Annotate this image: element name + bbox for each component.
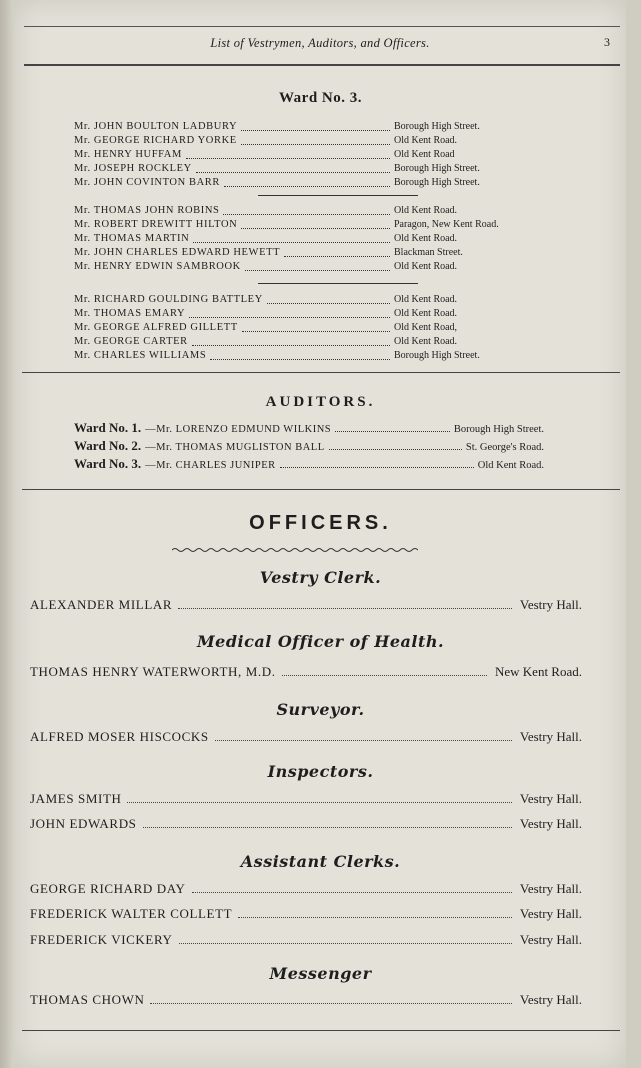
ward-3-title: Ward No. 3.	[278, 90, 362, 106]
leader-dots	[335, 431, 450, 432]
vestryman-row	[74, 322, 534, 335]
auditor-name: —Mr. THOMAS MUGLISTON BALL	[145, 442, 325, 453]
leader-dots	[192, 892, 512, 893]
section-rule	[22, 372, 620, 373]
auditor-ward: Ward No. 2.	[74, 438, 142, 453]
auditor-address: Borough High Street.	[453, 424, 544, 435]
leader-dots	[143, 827, 512, 828]
officer-row	[30, 881, 582, 899]
officer-row	[30, 906, 582, 924]
leader-dots	[241, 121, 390, 131]
bottom-rule	[22, 1030, 620, 1031]
officer-name: FREDERICK WALTER COLLETT	[30, 906, 233, 921]
leader-dots	[329, 449, 462, 450]
officer-address: Vestry Hall.	[519, 729, 582, 744]
leader-dots	[215, 740, 512, 741]
vestryman-name: Mr. HENRY HUFFAM	[74, 149, 182, 160]
leader-dots	[178, 608, 512, 609]
vestryman-address: Old Kent Road.	[394, 205, 458, 216]
group-separator	[258, 195, 418, 196]
officer-address: New Kent Road.	[494, 664, 582, 679]
vestryman-row	[74, 121, 534, 134]
auditor-address: St. George's Road.	[465, 442, 544, 453]
vestryman-row	[74, 350, 534, 363]
vestryman-name: Mr. CHARLES WILLIAMS	[74, 350, 207, 361]
vestryman-row	[74, 163, 534, 176]
vestryman-name: Mr. JOHN BOULTON LADBURY	[74, 121, 238, 132]
officer-name: GEORGE RICHARD DAY	[30, 881, 186, 896]
vestryman-row	[74, 135, 534, 148]
vestryman-name: Mr. GEORGE ALFRED GILLETT	[74, 322, 238, 333]
vestryman-name: Mr. JOHN CHARLES EDWARD HEWETT	[74, 247, 281, 258]
vestryman-address: Old Kent Road.	[394, 261, 458, 272]
officer-row	[30, 816, 582, 834]
header-rule-top	[24, 26, 620, 27]
auditor-address: Old Kent Road.	[477, 460, 544, 471]
vestryman-name: Mr. GEORGE CARTER	[74, 336, 188, 347]
section-rule	[22, 489, 620, 490]
vestryman-address: Old Kent Road.	[394, 308, 458, 319]
auditor-row	[74, 456, 544, 472]
officer-name: FREDERICK VICKERY	[30, 932, 173, 947]
vestryman-address: Paragon, New Kent Road.	[394, 219, 499, 230]
auditor-row	[74, 438, 544, 454]
officer-address: Vestry Hall.	[519, 597, 582, 612]
vestryman-row	[74, 233, 534, 246]
wavy-rule	[172, 546, 418, 554]
vestryman-address: Old Kent Road.	[394, 336, 458, 347]
vestryman-row	[74, 219, 534, 232]
vestryman-address: Borough High Street.	[394, 121, 480, 132]
vestryman-row	[74, 177, 534, 190]
vestryman-row	[74, 336, 534, 349]
auditor-ward: Ward No. 1.	[74, 420, 142, 435]
leader-dots	[150, 1003, 511, 1004]
leader-dots	[186, 149, 390, 159]
officer-row	[30, 791, 582, 809]
leader-dots	[245, 261, 390, 271]
vestryman-address: Borough High Street.	[394, 163, 480, 174]
leader-dots	[242, 322, 390, 332]
officers-heading: OFFICERS.	[249, 512, 392, 534]
officer-row	[30, 664, 582, 682]
vestryman-name: Mr. JOSEPH ROCKLEY	[74, 163, 192, 174]
vestryman-row	[74, 149, 534, 162]
officer-address: Vestry Hall.	[519, 992, 582, 1007]
vestryman-name: Mr. THOMAS MARTIN	[74, 233, 190, 244]
officer-row	[30, 932, 582, 950]
leader-dots	[282, 675, 487, 676]
vestryman-address: Old Kent Road.	[394, 135, 458, 146]
vestryman-address: Blackman Street.	[394, 247, 463, 258]
leader-dots	[127, 802, 511, 803]
officer-address: Vestry Hall.	[519, 906, 582, 921]
vestryman-row	[74, 294, 534, 307]
officer-address: Vestry Hall.	[519, 816, 582, 831]
vestryman-row	[74, 308, 534, 321]
leader-dots	[189, 308, 390, 318]
officer-section-title: Messenger	[269, 964, 372, 983]
vestryman-name: Mr. THOMAS JOHN ROBINS	[74, 205, 220, 216]
leader-dots	[241, 219, 390, 229]
running-title: List of Vestrymen, Auditors, and Officers.	[210, 36, 430, 50]
vestryman-name: Mr. ROBERT DREWITT HILTON	[74, 219, 238, 230]
leader-dots	[193, 233, 390, 243]
leader-dots	[223, 205, 390, 215]
officer-section-title: Medical Officer of Health.	[196, 632, 445, 651]
auditor-name: —Mr. LORENZO EDMUND WILKINS	[145, 424, 332, 435]
vestryman-name: Mr. RICHARD GOULDING BATTLEY	[74, 294, 263, 305]
officer-name: ALFRED MOSER HISCOCKS	[30, 729, 209, 744]
leader-dots	[192, 336, 390, 346]
officer-name: JAMES SMITH	[30, 791, 122, 806]
officer-address: Vestry Hall.	[519, 791, 582, 806]
officer-section-title: Vestry Clerk.	[259, 568, 382, 587]
officer-name: ALEXANDER MILLAR	[30, 597, 173, 612]
vestryman-address: Old Kent Road,	[394, 322, 458, 333]
officer-address: Vestry Hall.	[519, 932, 582, 947]
leader-dots	[267, 294, 390, 304]
auditor-name: —Mr. CHARLES JUNIPER	[145, 460, 276, 471]
vestryman-address: Borough High Street.	[394, 350, 480, 361]
running-header	[14, 26, 626, 66]
officer-name: THOMAS CHOWN	[30, 992, 145, 1007]
vestryman-address: Borough High Street.	[394, 177, 480, 188]
leader-dots	[224, 177, 390, 187]
officer-row	[30, 992, 582, 1010]
officer-row	[30, 729, 582, 747]
vestryman-address: Old Kent Road.	[394, 233, 458, 244]
leader-dots	[280, 467, 474, 468]
vestryman-name: Mr. HENRY EDWIN SAMBROOK	[74, 261, 241, 272]
auditor-ward: Ward No. 3.	[74, 456, 142, 471]
auditors-heading: AUDITORS.	[265, 394, 376, 410]
page-number: 3	[604, 35, 610, 49]
leader-dots	[179, 943, 512, 944]
header-rule-bottom	[24, 64, 620, 66]
officer-section-title: Surveyor.	[276, 700, 365, 719]
group-separator	[258, 283, 418, 284]
vestryman-address: Old Kent Road.	[394, 294, 458, 305]
vestryman-address: Old Kent Road	[394, 149, 455, 160]
officer-section-title: Assistant Clerks.	[240, 852, 401, 871]
officer-name: THOMAS HENRY WATERWORTH, M.D.	[30, 664, 276, 679]
leader-dots	[284, 247, 390, 257]
leader-dots	[196, 163, 390, 173]
auditor-row	[74, 420, 544, 436]
vestryman-row	[74, 261, 534, 274]
leader-dots	[210, 350, 390, 360]
vestryman-name: Mr. GEORGE RICHARD YORKE	[74, 135, 237, 146]
vestryman-name: Mr. JOHN COVINTON BARR	[74, 177, 221, 188]
leader-dots	[238, 917, 512, 918]
officer-section-title: Inspectors.	[267, 762, 374, 781]
officer-address: Vestry Hall.	[519, 881, 582, 896]
vestryman-row	[74, 247, 534, 260]
officer-row	[30, 597, 582, 615]
leader-dots	[241, 135, 390, 145]
vestryman-name: Mr. THOMAS EMARY	[74, 308, 186, 319]
vestryman-row	[74, 205, 534, 218]
officer-name: JOHN EDWARDS	[30, 816, 137, 831]
